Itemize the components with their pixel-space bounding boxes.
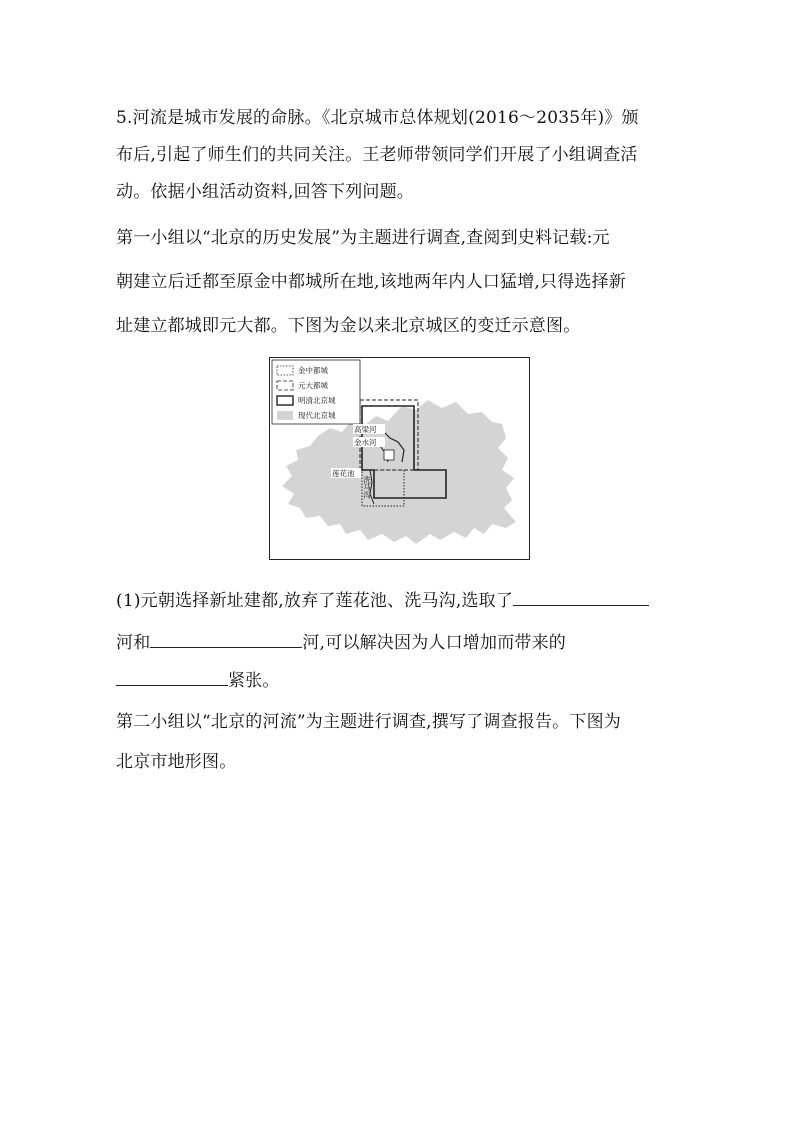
group1-line-1: 第一小组以“北京的历史发展”为主题进行调查,查阅到史料记载:元: [116, 228, 610, 248]
answer-blank-1[interactable]: [513, 589, 649, 606]
sub1-line-1: [116, 589, 649, 611]
legend-modern-swatch: [277, 411, 293, 420]
map-svg: [270, 358, 529, 559]
label-gaoliang: 高梁河: [354, 425, 377, 434]
label-jinshui: 金水河: [354, 438, 377, 447]
intro-line-3: 动。依据小组活动资料,回答下列问题。: [116, 182, 415, 202]
legend-jin-label: 金中都城: [298, 366, 328, 375]
group2-line-2: 北京市地形图。: [116, 752, 237, 772]
legend-mingqing-label: 明清北京城: [298, 396, 336, 405]
group1-line-3: 址建立都城即元大都。下图为金以来北京城区的变迁示意图。: [116, 316, 581, 336]
legend-modern-label: 现代北京城: [298, 411, 336, 420]
sub1-end: 紧张。: [228, 671, 280, 691]
lake: [384, 450, 394, 460]
sub1-he-prefix: 河和: [116, 633, 151, 653]
intro-line-1: 5.河流是城市发展的命脉。《北京城市总体规划(2016～2035年)》颁: [116, 108, 639, 128]
intro-line-2: 布后,引起了师生们的共同关注。王老师带领同学们开展了小组调查活: [116, 145, 638, 165]
sub1-line-3: [116, 669, 280, 691]
label-ximagou-vertical: [362, 475, 371, 500]
beijing-city-change-map: [269, 357, 530, 560]
answer-blank-2[interactable]: [150, 631, 302, 648]
sub1-text-1: (1)元朝选择新址建都,放弃了莲花池、洗马沟,选取了: [116, 591, 514, 611]
sub1-he-suffix: 河,可以解决因为人口增加而带来的: [302, 633, 567, 653]
label-lianhua: 莲花池: [332, 469, 355, 478]
label-ximagou: 洗马沟: [362, 476, 372, 499]
group2-line-1: 第二小组以“北京的河流”为主题进行调查,撰写了调查报告。下图为: [116, 712, 621, 732]
legend-yuan-label: 元大都城: [298, 381, 328, 390]
group1-line-2: 朝建立后迁都至原金中都城所在地,该地两年内人口猛增,只得选择新: [116, 272, 627, 292]
sub1-line-2: [116, 631, 566, 653]
answer-blank-3[interactable]: [116, 669, 228, 686]
